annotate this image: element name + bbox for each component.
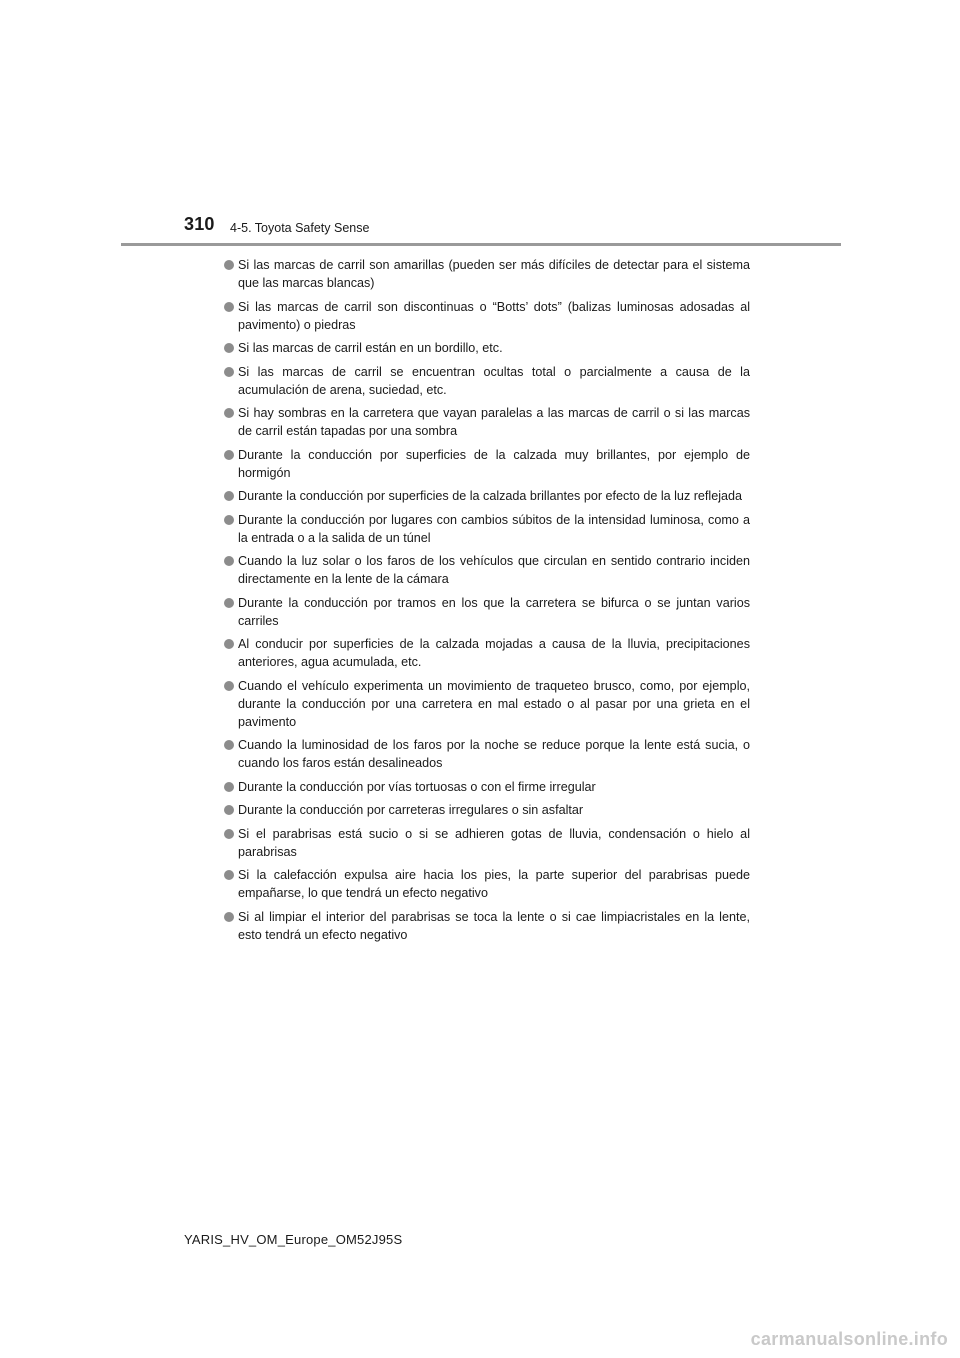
bullet-dot-icon bbox=[224, 408, 234, 418]
list-item bbox=[224, 866, 750, 902]
document-code: YARIS_HV_OM_Europe_OM52J95S bbox=[184, 1232, 403, 1247]
list-item-text: Durante la conducción por tramos en los que la carretera se bifurca o se juntan varios carriles bbox=[238, 595, 750, 628]
list-item-text: Durante la conducción por lugares con cambios súbitos de la intensidad luminosa, como a la entrada o a la salida de un túnel bbox=[238, 512, 750, 545]
list-item-text: Si hay sombras en la carretera que vayan paralelas a las marcas de carril o si las marcas de carril están tapadas por una sombra bbox=[238, 406, 750, 438]
header-divider bbox=[121, 243, 841, 246]
list-item-text: Cuando el vehículo experimenta un movimiento de traqueteo brusco, como, por ejemplo, durante la conducción por una carretera en mal estado o al pasar por una grieta en el pavimento bbox=[238, 678, 750, 729]
site-watermark: carmanualsonline.info bbox=[750, 1329, 948, 1349]
list-item bbox=[224, 511, 750, 547]
list-item-text: Si las marcas de carril son amarillas (pueden ser más difíciles de detectar para el sistema que las marcas blancas) bbox=[238, 258, 750, 290]
bullet-dot-icon bbox=[224, 556, 234, 566]
bullet-dot-icon bbox=[224, 805, 234, 815]
bullet-dot-icon bbox=[224, 260, 234, 270]
list-item-text: Si las marcas de carril están en un bordillo, etc. bbox=[238, 341, 503, 355]
list-item-text: Cuando la luz solar o los faros de los vehículos que circulan en sentido contrario inciden directamente en la lente de la cámara bbox=[238, 554, 750, 586]
list-item-text: Si las marcas de carril son discontinuas o “Botts’ dots” (balizas luminosas adosadas al pavimento) o piedras bbox=[238, 299, 750, 332]
list-item bbox=[224, 594, 750, 630]
page-header bbox=[0, 0, 960, 250]
bullet-dot-icon bbox=[224, 450, 234, 460]
bullet-dot-icon bbox=[224, 639, 234, 649]
list-item bbox=[224, 908, 750, 944]
list-item-text: Durante la conducción por vías tortuosas o con el firme irregular bbox=[238, 779, 596, 794]
list-item bbox=[224, 635, 750, 671]
list-item-text: Durante la conducción por superficies de la calzada muy brillantes, por ejemplo de hormigón bbox=[238, 447, 750, 480]
list-item bbox=[224, 363, 750, 399]
list-item bbox=[224, 298, 750, 334]
bullet-dot-icon bbox=[224, 782, 234, 792]
bullet-dot-icon bbox=[224, 912, 234, 922]
list-item bbox=[224, 446, 750, 482]
list-item bbox=[224, 487, 750, 505]
bullet-dot-icon bbox=[224, 515, 234, 525]
bullet-dot-icon bbox=[224, 598, 234, 608]
list-item-text: Durante la conducción por superficies de la calzada brillantes por efecto de la luz reflejada bbox=[238, 489, 743, 503]
list-item bbox=[224, 404, 750, 440]
bullet-dot-icon bbox=[224, 367, 234, 377]
list-item-text: Si el parabrisas está sucio o si se adhieren gotas de lluvia, condensación o hielo al parabrisas bbox=[238, 826, 750, 859]
page-number: 310 bbox=[184, 214, 215, 234]
conditions-bullet-list bbox=[224, 256, 750, 949]
bullet-dot-icon bbox=[224, 681, 234, 691]
list-item-text: Durante la conducción por carreteras irregulares o sin asfaltar bbox=[238, 803, 584, 817]
list-item bbox=[224, 339, 750, 357]
section-title: 4-5. Toyota Safety Sense bbox=[230, 221, 370, 235]
list-item bbox=[224, 801, 750, 819]
list-item bbox=[224, 552, 750, 588]
bullet-dot-icon bbox=[224, 491, 234, 501]
list-item-text: Al conducir por superficies de la calzada mojadas a causa de la lluvia, precipitaciones anteriores, agua acumulada, etc. bbox=[238, 637, 750, 669]
list-item bbox=[224, 778, 750, 796]
list-item-text: Si la calefacción expulsa aire hacia los pies, la parte superior del parabrisas puede empañarse, lo que tendrá un efecto negativo bbox=[238, 868, 750, 900]
bullet-dot-icon bbox=[224, 829, 234, 839]
bullet-dot-icon bbox=[224, 302, 234, 312]
bullet-dot-icon bbox=[224, 740, 234, 750]
bullet-dot-icon bbox=[224, 343, 234, 353]
list-item bbox=[224, 825, 750, 861]
list-item bbox=[224, 677, 750, 731]
list-item-text: Si las marcas de carril se encuentran ocultas total o parcialmente a causa de la acumulación de arena, suciedad, etc. bbox=[238, 364, 750, 397]
list-item-text: Si al limpiar el interior del parabrisas se toca la lente o si cae limpiacristales en la lente, esto tendrá un efecto negativo bbox=[238, 909, 750, 942]
list-item-text: Cuando la luminosidad de los faros por la noche se reduce porque la lente está sucia, o cuando los faros están desalineados bbox=[238, 738, 750, 770]
bullet-dot-icon bbox=[224, 870, 234, 880]
list-item bbox=[224, 736, 750, 772]
list-item bbox=[224, 256, 750, 292]
